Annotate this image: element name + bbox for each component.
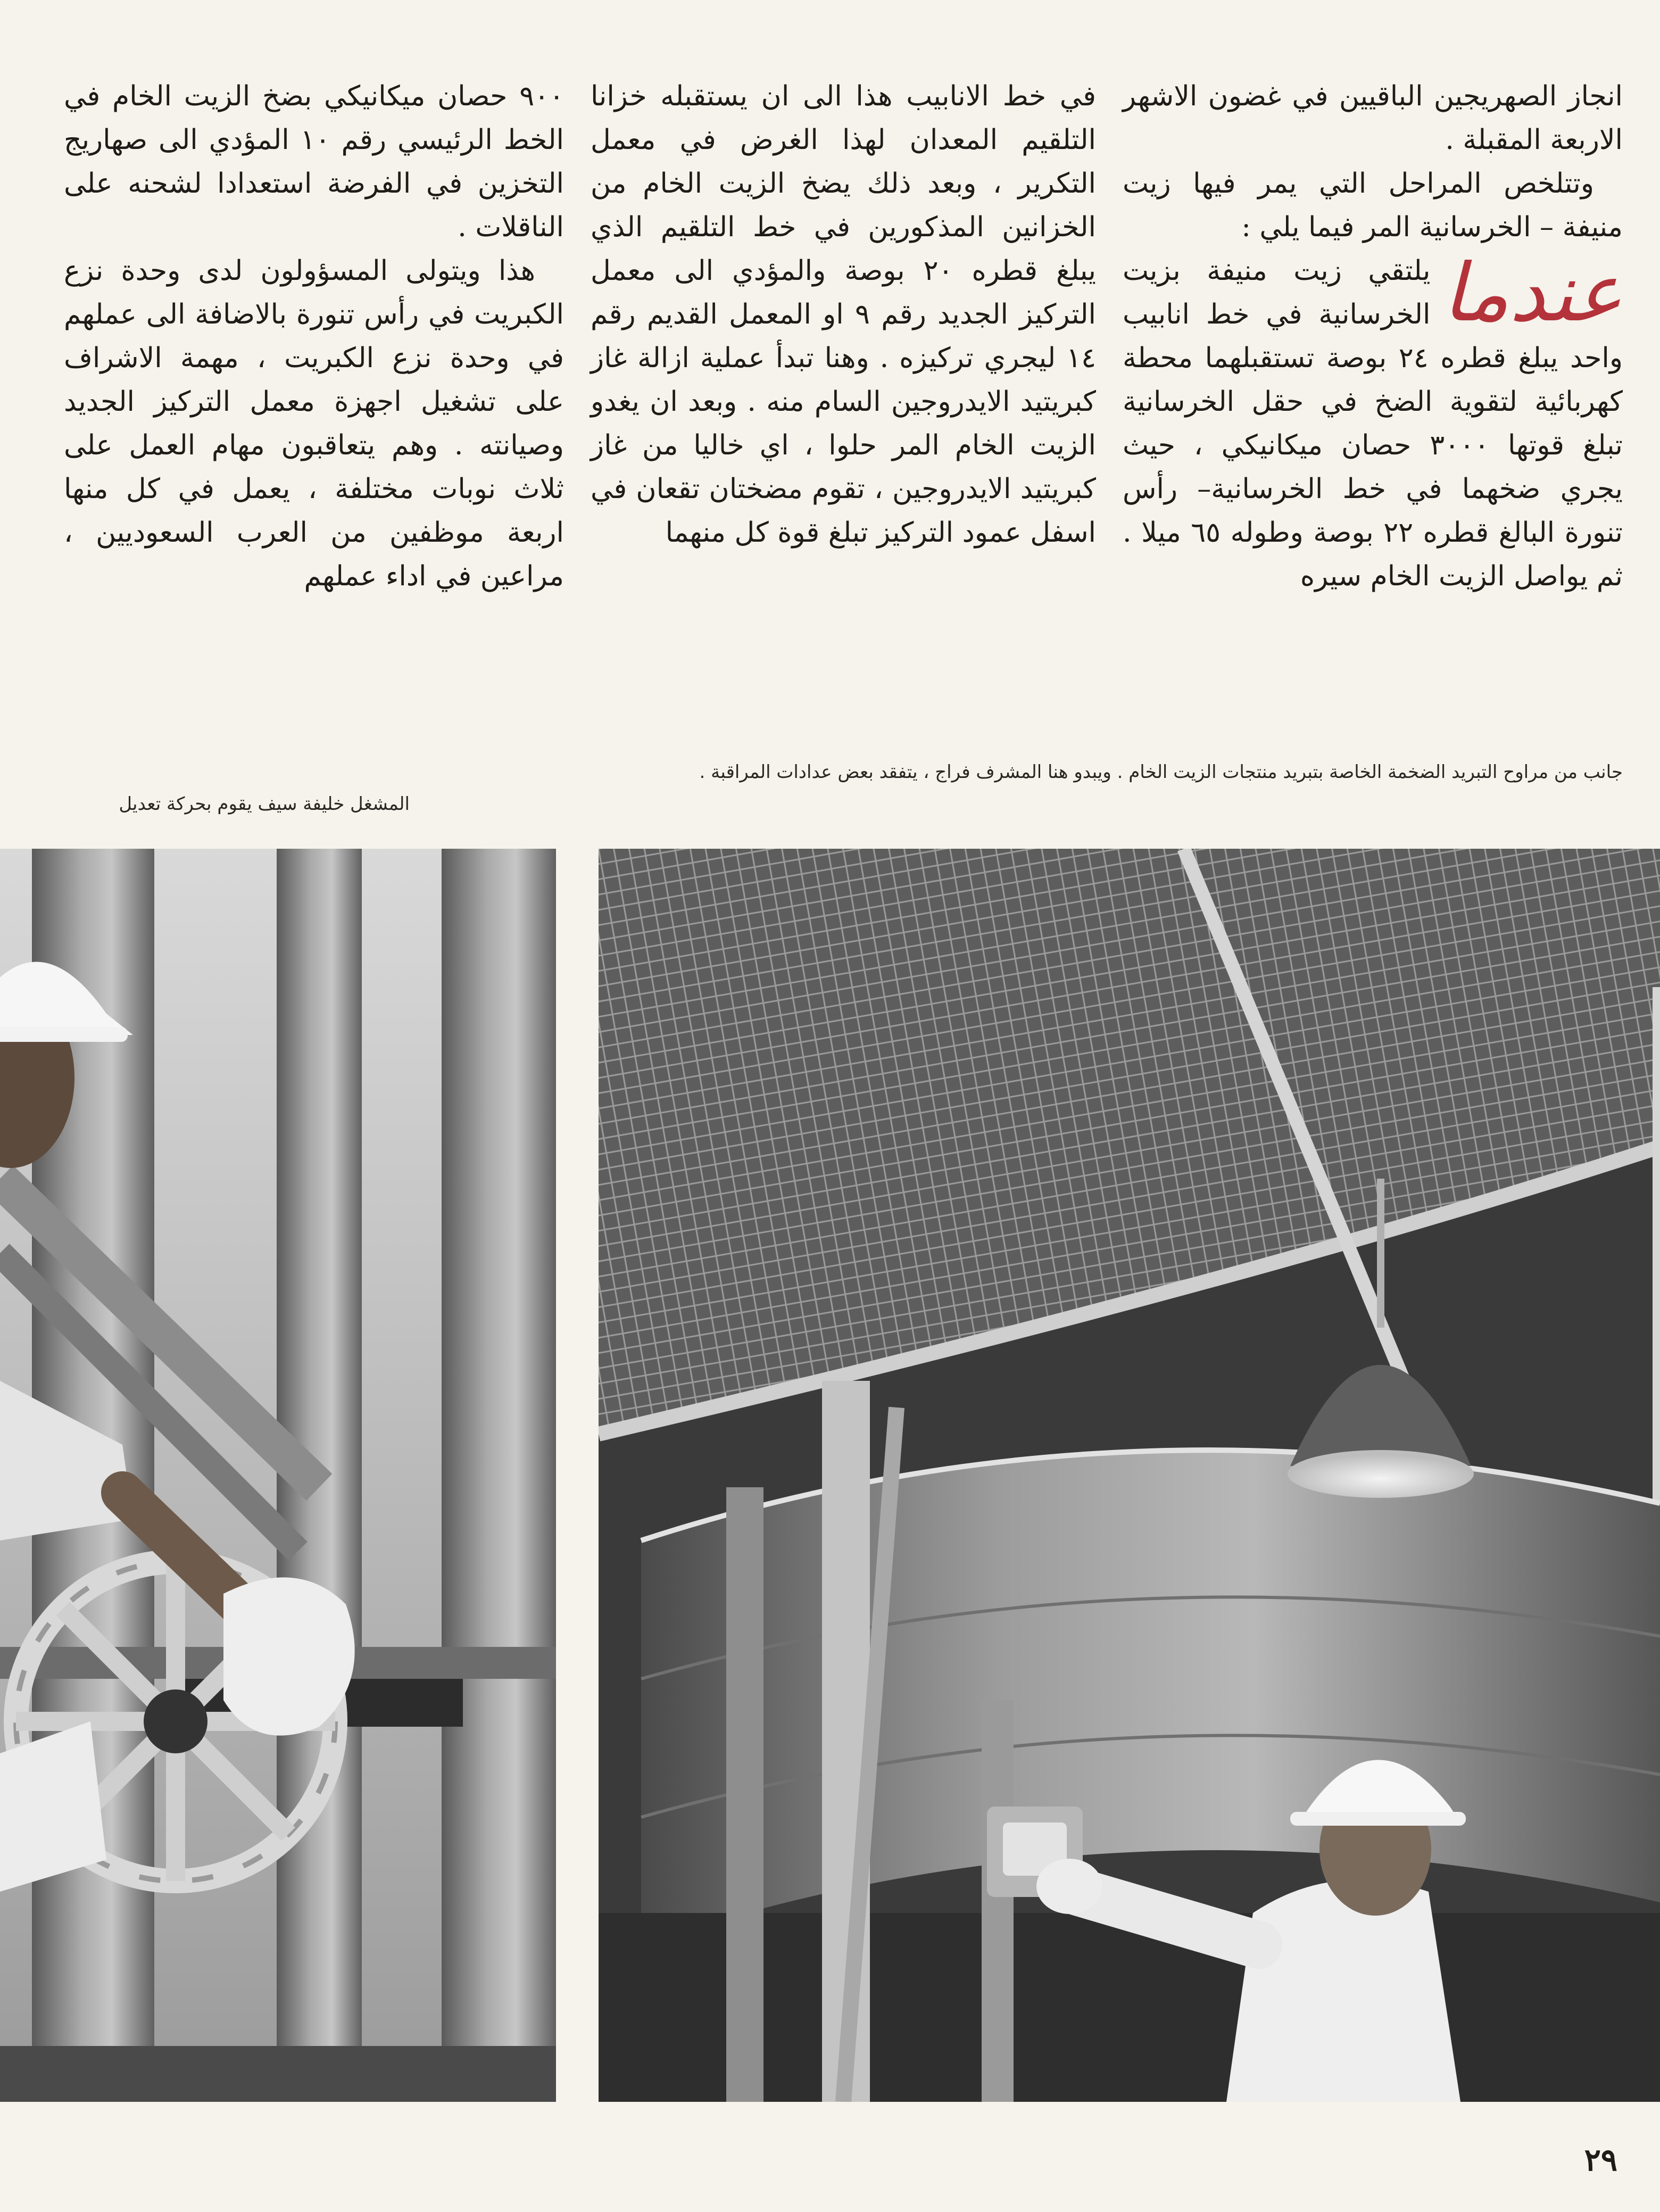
- paragraph: انجاز الصهريجين الباقيين في غضون الاشهر الاربعة المقبلة .: [1123, 80, 1623, 156]
- cooling-fan-photo-illustration: [599, 849, 1660, 2102]
- photo-caption-right: جانب من مراوح التبريد الضخمة الخاصة بتبريد منتجات الزيت الخام . ويبدو هنا المشرف فراج ، يتفقد بعض عدادات المراقبة .: [699, 761, 1623, 783]
- paragraph: ٩٠٠ حصان ميكانيكي بضخ الزيت الخام في الخط الرئيسي رقم ١٠ المؤدي الى صهاريج التخزين في الفرضة استعدادا لشحنه على الناقلات .: [64, 80, 564, 243]
- text-column-right: [1123, 74, 1623, 702]
- paragraph: هذا ويتولى المسؤولون لدى وحدة نزع الكبريت في رأس تنورة بالاضافة الى عملهم في وحدة نزع الكبريت ، مهمة الاشراف على تشغيل اجهزة معمل التركيز الجديد وصيانته . وهم يتعاقبون مهام العمل على ثلاث نوبات مختلفة ، يعمل في كل منها اربعة موظفين من العرب السعوديين ، مراعين في اداء عملهم: [64, 255, 564, 592]
- paragraph-text: يلتقي زيت منيفة بزيت الخرسانية في خط انابيب واحد يبلغ قطره ٢٤ بوصة تستقبلهما محطة كهربائية لتقوية الضخ في حقل الخرسانية تبلغ قوتها ٣٠٠٠ حصان ميكانيكي ، حيث يجري ضخهما في خط الخرسانية– رأس تنورة البالغ قطره ٢٢ بوصة وطوله ٦٥ ميلا . ثم يواصل الزيت الخام سيره: [1123, 255, 1623, 592]
- text-column-left: [64, 74, 564, 702]
- photo-cooling-fan-supervisor: [599, 849, 1660, 2102]
- photo-valve-wheel-operator: [0, 849, 556, 2102]
- text-column-middle: [591, 74, 1096, 702]
- drop-cap: عندما: [1442, 247, 1623, 339]
- valve-wheel-photo-illustration: [0, 849, 556, 2102]
- page-number: ٢٩: [1584, 2142, 1617, 2178]
- paragraph: في خط الانابيب هذا الى ان يستقبله خزانا التلقيم المعدان لهذا الغرض في معمل التكرير ، وبعد ذلك يضخ الزيت الخام من الخزانين المذكورين في خط التلقيم الذي يبلغ قطره ٢٠ بوصة والمؤدي الى معمل التركيز الجديد رقم ٩ او المعمل القديم رقم ١٤ ليجري تركيزه . وهنا تبدأ عملية ازالة غاز كبريتيد الايدروجين السام منه . وبعد ان يغدو الزيت الخام المر حلوا ، اي خاليا من غاز كبريتيد الايدروجين ، تقوم مضختان تقعان في اسفل عمود التركيز تبلغ قوة كل منهما: [591, 80, 1097, 549]
- paragraph: وتتلخص المراحل التي يمر فيها زيت منيفة – الخرسانية المر فيما يلي :: [1123, 168, 1623, 243]
- paragraph-with-dropcap: [1123, 249, 1623, 598]
- photo-caption-left: المشغل خليفة سيف يقوم بحركة تعديل: [119, 793, 410, 815]
